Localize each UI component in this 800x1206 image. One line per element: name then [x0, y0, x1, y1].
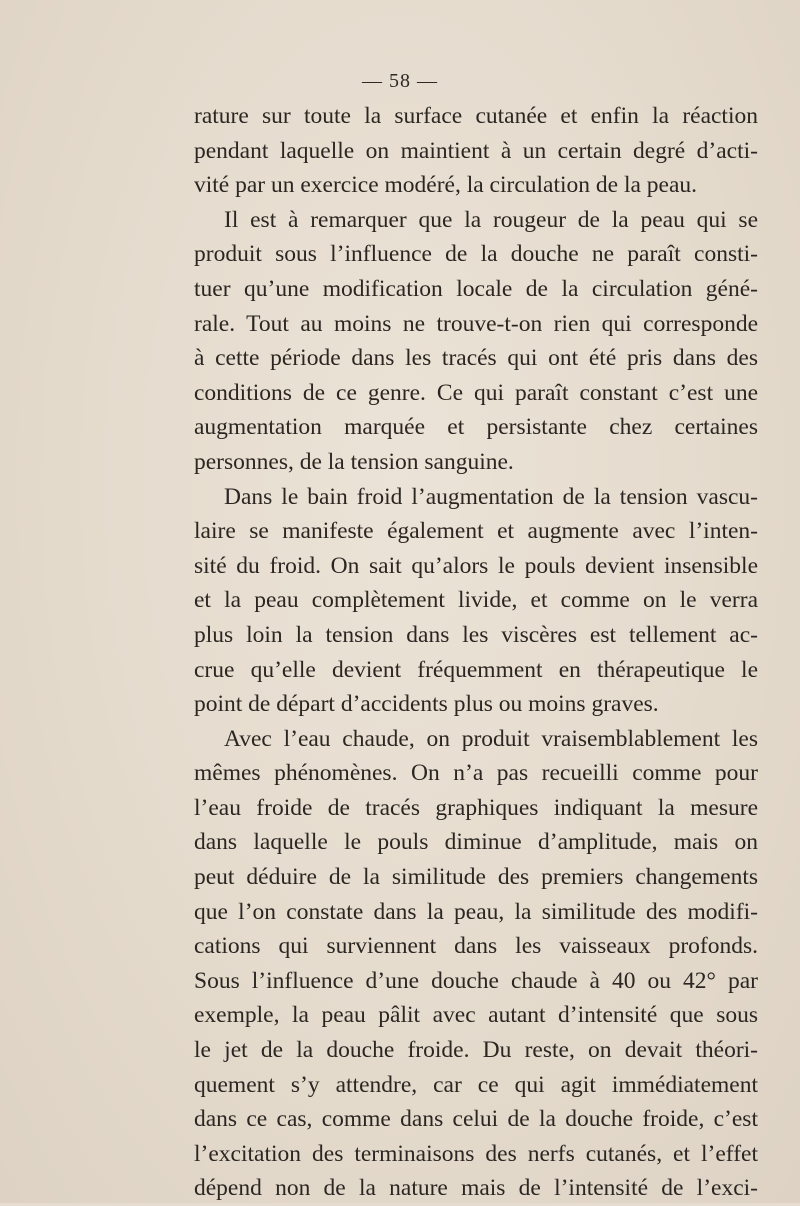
text-line: le jet de la douche froide. Du reste, on devait théori- — [194, 1037, 758, 1064]
text-line: vité par un exercice modéré, la circulation de la peau. — [194, 172, 698, 199]
text-line: plus loin la tension dans les viscères est tellement ac- — [194, 621, 758, 648]
text-line: tuer qu’une modification locale de la circulation géné- — [194, 275, 758, 302]
text-line: Avec l’eau chaude, on produit vraisemblablement les — [224, 725, 758, 752]
text-line: dans laquelle le pouls diminue d’amplitude, mais on — [194, 829, 758, 856]
text-line: à cette période dans les tracés qui ont été pris dans des — [194, 345, 758, 372]
text-line: que l’on constate dans la peau, la similitude des modifi- — [194, 898, 758, 925]
body-text — [194, 99, 758, 1206]
text-line: produit sous l’influence de la douche ne paraît consti- — [194, 241, 758, 268]
text-line: l’eau froide de tracés graphiques indiquant la mesure — [194, 794, 758, 821]
text-line: mêmes phénomènes. On n’a pas recueilli comme pour — [194, 760, 758, 787]
text-line: dans ce cas, comme dans celui de la douche froide, c’est — [194, 1106, 758, 1133]
text-line: rature sur toute la surface cutanée et enfin la réaction — [194, 103, 758, 129]
text-line: exemple, la peau pâlit avec autant d’intensité que sous — [194, 1002, 758, 1029]
text-line: quement s’y attendre, car ce qui agit immédiatement — [194, 1071, 758, 1098]
text-line: crue qu’elle devient fréquemment en thérapeutique le — [194, 656, 758, 683]
text-line: augmentation marquée et persistante chez certaines — [194, 414, 758, 441]
text-line: pendant laquelle on maintient à un certain degré d’acti- — [194, 137, 758, 164]
text-line: cations qui surviennent dans les vaisseaux profonds. — [194, 933, 758, 960]
text-line: Sous l’influence d’une douche chaude à 40 ou 42° par — [194, 967, 758, 994]
text-line: et la peau complètement livide, et comme on le verra — [194, 587, 758, 614]
text-line: laire se manifeste également et augmente avec l’inten- — [194, 518, 758, 545]
page-number: — 58 — — [362, 70, 438, 92]
text-line: rale. Tout au moins ne trouve-t-on rien qui corresponde — [194, 310, 758, 337]
text-line: personnes, de la tension sanguine. — [194, 448, 514, 475]
text-line: dépend non de la nature mais de l’intensité de l’exci- — [194, 1175, 758, 1202]
text-line: l’excitation des terminaisons des nerfs cutanés, et l’effet — [194, 1140, 758, 1167]
text-line: point de départ d’accidents plus ou moins graves. — [194, 691, 659, 718]
text-line: Dans le bain froid l’augmentation de la tension vascu- — [224, 483, 758, 510]
text-line: sité du froid. On sait qu’alors le pouls devient insensible — [194, 552, 758, 579]
text-line: peut déduire de la similitude des premiers changements — [194, 864, 758, 891]
text-line: Il est à remarquer que la rougeur de la peau qui se — [224, 206, 758, 233]
text-line: conditions de ce genre. Ce qui paraît constant c’est une — [194, 379, 758, 406]
